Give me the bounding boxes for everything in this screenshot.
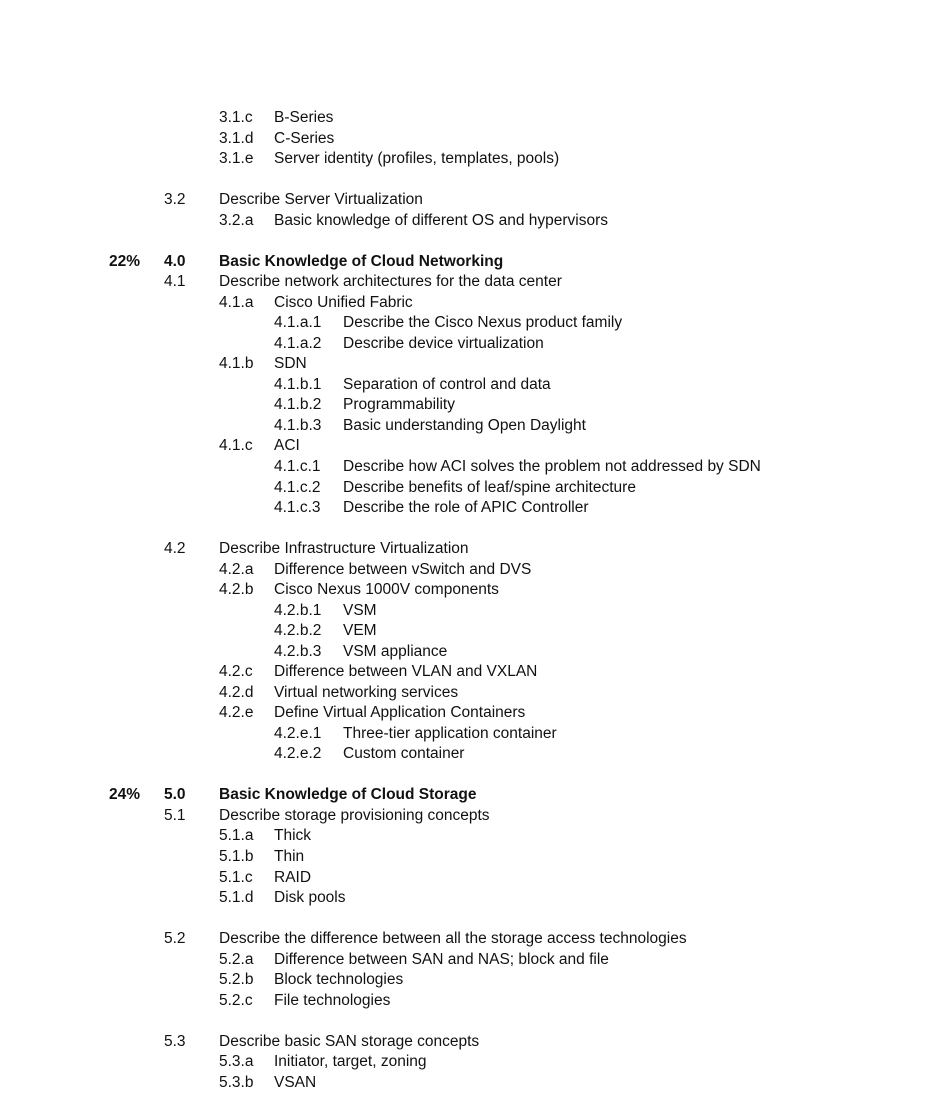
item-number: 5.1.d: [219, 889, 254, 906]
item-text: Difference between SAN and NAS; block and file: [274, 950, 609, 968]
item-number: 4.2.a: [219, 560, 254, 578]
item-text: Describe how ACI solves the problem not addressed by SDN: [343, 457, 761, 475]
item-text: Describe benefits of leaf/spine architecture: [343, 478, 636, 496]
item-text: Basic understanding Open Daylight: [343, 416, 586, 434]
item-number: 5.0: [164, 786, 186, 804]
item-text: Describe device virtualization: [343, 334, 544, 352]
item-text: Cisco Unified Fabric: [274, 293, 413, 311]
item-number: 4.0: [164, 252, 186, 270]
item-text: Programmability: [343, 396, 455, 414]
item-number: 4.1.c: [219, 437, 253, 455]
item-number: 5.2: [164, 930, 186, 947]
section-weight: 24%: [109, 786, 141, 804]
item-text: VSM appliance: [343, 642, 448, 660]
item-text: VSM: [343, 601, 377, 619]
item-number: 4.1.b: [219, 355, 254, 373]
item-text: Server identity (profiles, templates, pools): [274, 150, 560, 168]
item-number: 4.1.b.2: [274, 396, 322, 414]
item-number: 5.2.a: [219, 950, 254, 968]
item-text: Cisco Nexus 1000V components: [274, 581, 499, 599]
item-number: 5.1: [164, 806, 186, 824]
item-number: 4.1.a: [219, 293, 254, 311]
item-number: 4.1.a.2: [274, 334, 322, 352]
item-text: Describe the role of APIC Controller: [343, 499, 589, 516]
item-number: 3.1.e: [219, 150, 254, 168]
item-text: Describe Infrastructure Virtualization: [219, 540, 469, 557]
section-weight: 22%: [109, 252, 141, 270]
item-text: Basic Knowledge of Cloud Storage: [219, 786, 477, 804]
item-number: 4.1.c.3: [274, 499, 321, 516]
item-number: 4.1.b.3: [274, 416, 322, 434]
item-text: Three-tier application container: [343, 724, 557, 742]
item-text: Virtual networking services: [274, 683, 459, 701]
item-number: 3.1.d: [219, 129, 254, 147]
item-text: Difference between vSwitch and DVS: [274, 560, 532, 578]
item-number: 5.1.c: [219, 868, 253, 886]
item-text: Describe storage provisioning concepts: [219, 806, 490, 824]
item-number: 3.2: [164, 191, 186, 209]
item-text: B-Series: [274, 109, 334, 126]
item-text: Describe Server Virtualization: [219, 191, 423, 209]
item-number: 4.1: [164, 273, 186, 291]
item-number: 4.1.b.1: [274, 375, 322, 393]
item-text: C-Series: [274, 129, 335, 147]
item-text: Describe the Cisco Nexus product family: [343, 314, 623, 332]
item-number: 5.1.b: [219, 848, 254, 865]
item-text: SDN: [274, 355, 307, 373]
item-text: Basic Knowledge of Cloud Networking: [219, 252, 504, 270]
item-number: 4.2.b: [219, 581, 254, 599]
item-number: 4.2.c: [219, 663, 253, 681]
item-number: 4.1.a.1: [274, 314, 322, 332]
item-number: 5.3: [164, 1032, 186, 1050]
item-text: Describe the difference between all the storage access technologies: [219, 930, 687, 947]
item-number: 4.2.b.3: [274, 642, 322, 660]
item-text: Basic knowledge of different OS and hypervisors: [274, 211, 609, 229]
item-text: Initiator, target, zoning: [274, 1053, 427, 1071]
item-number: 4.1.c.2: [274, 478, 321, 496]
item-text: Define Virtual Application Containers: [274, 704, 526, 722]
item-number: 5.2.b: [219, 971, 254, 989]
item-text: Thin: [274, 848, 305, 865]
item-number: 5.1.a: [219, 827, 254, 845]
item-text: Difference between VLAN and VXLAN: [274, 663, 538, 681]
item-number: 5.2.c: [219, 991, 253, 1009]
item-number: 3.2.a: [219, 211, 254, 229]
item-text: Custom container: [343, 745, 465, 763]
item-number: 4.2.d: [219, 683, 254, 701]
item-text: Thick: [274, 827, 312, 845]
item-text: File technologies: [274, 991, 391, 1009]
item-number: 4.2.e: [219, 704, 254, 722]
item-text: RAID: [274, 868, 312, 886]
item-number: 5.3.b: [219, 1073, 254, 1091]
item-number: 4.2.b.1: [274, 601, 322, 619]
item-text: ACI: [274, 437, 300, 455]
item-number: 4.2.e.2: [274, 745, 322, 763]
item-number: 4.1.c.1: [274, 457, 321, 475]
item-number: 4.2: [164, 540, 186, 557]
item-number: 3.1.c: [219, 109, 253, 126]
item-text: Separation of control and data: [343, 375, 551, 393]
item-number: 4.2.b.2: [274, 622, 322, 640]
item-text: VEM: [343, 622, 377, 640]
item-number: 4.2.e.1: [274, 724, 322, 742]
item-text: Disk pools: [274, 889, 346, 906]
item-text: Describe basic SAN storage concepts: [219, 1032, 480, 1050]
item-number: 5.3.a: [219, 1053, 254, 1071]
item-text: Block technologies: [274, 971, 404, 989]
item-text: VSAN: [274, 1073, 317, 1091]
item-text: Describe network architectures for the data center: [219, 273, 562, 291]
